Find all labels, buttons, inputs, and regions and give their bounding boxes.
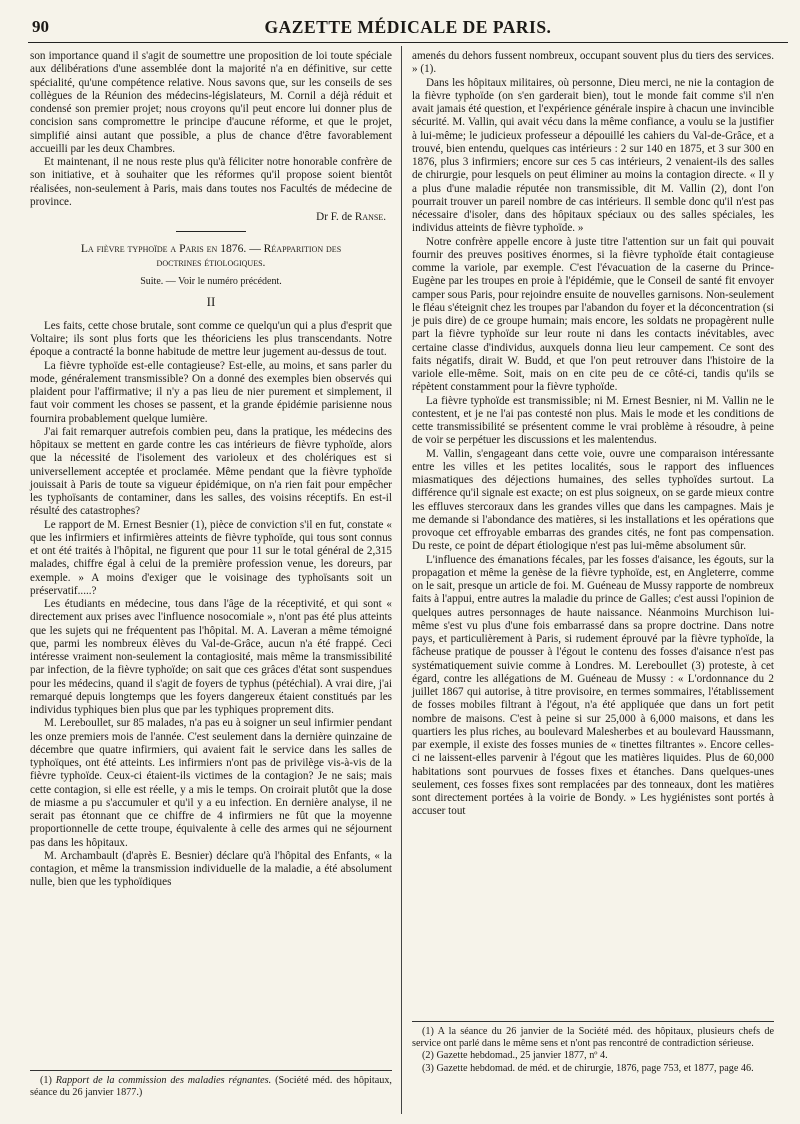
paragraph-left-body-1: La fièvre typhoïde est-elle contagieuse? Est-elle, au moins, et sans parler du mode, généralement transmissible? On a donné des exemples bien observés qui plaident pour l'affirmative; il n'y a pas lieu de nier purement et simplement, il faut voir comment les choses se passent, et la grande épidémie parisienne nous fournira probablement quelque lumière. [30, 359, 392, 425]
paragraph-left-body-4: Les étudiants en médecine, tous dans l'âge de la réceptivité, et qui sont « directement aux prises avec l'influence nosocomiale », n'ont pas été plus atteints que les sujets qui ne fréquentent pas l'hôpital. M. A. Laveran a même témoigné que, parmi les nombreux élèves du Val-de-Grâce, aucun n'a été frappé. Ceci intéresse vraiment non-seulement la contagiosité, mais même la transmissibilité par infection, de la fièvre typhoïde; on sait que ces grâces d'état sont suspendues pour les médecins, quand il s'agit de foyers de typhus (pétéchial). A vrai dire, j'ai remarqué depuis longtemps que les foyers dangereux étaient constitués par les individus typhiques bien plus que par les typhiques proprement dits. [30, 598, 392, 716]
footnote-mark: (1) [422, 1026, 438, 1037]
signature-prefix: Dr F. de [316, 211, 355, 223]
paragraph-right-3: La fièvre typhoïde est transmissible; ni M. Ernest Besnier, ni M. Vallin ne le contestent, et je ne l'ai pas contesté non plus. Mais le mode et les conditions de cette transmissibilité se présentent comme le vrai problème à résoudre, à peine de voir se perpétuer les discussions et les malentendus. [412, 394, 774, 447]
left-column [30, 50, 392, 1099]
paragraph-right-5: L'influence des émanations fécales, par les fosses d'aisance, les égouts, sur la propagation et même la genèse de la fièvre typhoïde, est, en Angleterre, comme on le sait, presque un article de foi. M. Guéneau de Mussy rapporte de nombreux faits à l'appui, entre autres la maladie du prince de Galles; c'est aussi l'opinion de quelques autres personnages de haute naissance. Néanmoins Murchison lui-même s'est vu plus d'une fois embarrassé dans sa propre doctrine. Dans notre pays, et particulièrement à Paris, si rudement éprouvé par la fièvre typhoïde, la fâcheuse pratique de pousser à l'égout le contenu des fosses d'aisance n'est pas systématiquement suivie comme à Londres. M. Lereboullet (3) proteste, à cet égard, contre les allégations de M. Guéneau de Mussy : « L'ordonnance du 2 juillet 1867 qui autorise, à titre provisoire, en termes sommaires, l'établissement de fosses mobiles filtrant à l'égout, n'a été appliquée que dans un fort petit nombre de maisons. C'est à peine si sur 25,000 à 6,000 maisons, et dans les quartiers les plus riches, au boulevard Malesherbes et au boulevard Haussmann, par exemple, il existe des fosses munies de « tinettes filtrantes ». Encore celles-ci ne laissent-elles parvenir à l'égout que les matières liquides. Plus de 60,000 habitations sont pourvues de fosses fixes et étanches. Dans quelques-unes seulement, ces fosses fixes sont remplacées par des tonneaux, dont les matières sont directement portées à la voirie de Bondy. » Les hygiénistes sont portés à accuser tout [412, 553, 774, 818]
article-title [34, 242, 388, 270]
article-title-line-1: La fièvre typhoïde a Paris en 1876. — Réapparition des [80, 242, 342, 256]
paragraph-left-body-0: Les faits, cette chose brutale, sont comme ce quelqu'un qui a plus d'esprit que Voltaire; ils sont plus forts que les théoriciens les plus transcendants. Notre époque a contracté la bonne habitude de mettre leur jugement au-dessus de tout. [30, 319, 392, 359]
paragraph-left-body-2: J'ai fait remarquer autrefois combien peu, dans la pratique, les médecins des hôpitaux se mettent en garde contre les cas intérieurs de fièvre typhoïde, alors que la nécessité de l'isolement des varioleux et des cholériques est si universellement acceptée et proclamée. Même pendant que la fièvre typhoïde jouissait à Paris de toute sa vigueur épidémique, on n'a rien fait pour empêcher les typhoïsants de contaminer, dans les salles, des voisins réceptifs. En est-il résulté des catastrophes? [30, 425, 392, 518]
paragraph-left-top-0: son importance quand il s'agit de soumettre une proposition de loi toute spéciale aux délibérations d'une assemblée dont la majorité n'a en définitive, sur cette spécialité, qu'une compétence relative. Nous savons que, sur les conseils de ses collègues de la Réunion des médecins-législateurs, M. Cornil a déjà réduit et condensé son premier projet; nous croyons qu'il peut encore lui donner plus de concision sans compromettre le principe d'aucune réforme, et que le projet, simplifié ainsi autant que possible, a plus de chance d'être favorablement accueilli par les deux Chambres. [30, 50, 392, 155]
paragraph-left-top-1: Et maintenant, il ne nous reste plus qu'à féliciter notre honorable confrère de son initiative, et à souhaiter que les réformes qu'il propose soient bientôt réalisées, non-seulement à Paris, mais dans toutes nos Facultés de médecine de province. [30, 156, 392, 208]
paragraph-left-body-6: M. Archambault (d'après E. Besnier) déclare qu'à l'hôpital des Enfants, « la contagion, et même la transmission individuelle de la maladie, a été absolument nulle, bien que les typhoïdiques [30, 849, 392, 889]
page-number: 90 [32, 17, 49, 36]
footnotes-left [30, 1070, 392, 1099]
signature-name: Ranse. [354, 211, 386, 223]
continuation-note: Suite. — Voir le numéro précédent. [140, 276, 282, 288]
footnote-text: Gazette hebdomad. de méd. et de chirurgie, 1876, page 753, et 1877, page 46. [436, 1062, 754, 1074]
right-column [412, 50, 774, 1074]
article-title-line-2: doctrines étiologiques. [156, 256, 266, 270]
article-separator [176, 231, 246, 232]
footnote-rest: (Société méd. des hôpitaux, séance du 26 janvier 1877.) [30, 1075, 392, 1099]
footnote-rule [412, 1021, 774, 1022]
footnote-source: Rapport de la commission des maladies régnantes. [55, 1075, 272, 1086]
journal-title: GAZETTE MÉDICALE DE PARIS. [264, 17, 552, 37]
paragraph-right-4: M. Vallin, s'engageant dans cette voie, ouvre une comparaison intéressante entre les villes et les petites localités, sous le rapport des influences miasmatiques des déjections humaines, des selles typhoïdes surtout. La différence qu'il signale est exacte; on est plus soigneux, on se garde mieux contre les effluves stercoraux dans les grandes villes que dans les campagnes. Mais je me demande si l'abondance des matières, si les installations et les opérations que provoque cet effroyable embarras des grandes cités, ne font pas compensation. Du reste, ce point de départ étiologique n'est pas lui-même absolument sûr. [412, 447, 774, 553]
column-divider [401, 46, 402, 1114]
footnote-text: Gazette hebdomad., 25 janvier 1877, nº 4. [436, 1050, 608, 1062]
footnote [412, 1026, 774, 1050]
page-header [28, 16, 788, 43]
paragraph-left-body-5: M. Lereboullet, sur 85 malades, n'a pas eu à soigner un seul infirmier pendant les onze premiers mois de l'année. C'est seulement dans la dernière quinzaine de décembre que quatre infirmiers, qui avaient fait le service dans les salles de typhoïques, ont été atteints. Les infirmiers n'ont pas de privilège vis-à-vis de la fièvre typhoïde. Ceux-ci étaient-ils victimes de la contagion? Je ne sais; mais cette contagion, si elle est réelle, y a mis le temps. On croirait plutôt que la dose de miasme a pu s'accumuler et qu'il y a eu infection. En dernière analyse, il ne serait pas étonnant que ce chiffre de 4 infirmiers ne fût que la moyenne proportionnelle de cette troupe, équivalente à celle des armes qui ne séjournent pas dans les hôpitaux. [30, 717, 392, 849]
footnote-mark: (3) [422, 1062, 437, 1074]
footnote-text: A la séance du 26 janvier de la Société méd. des hôpitaux, plusieurs chefs de service ont parlé dans le même sens et n'ont pas rencontré de contradiction sérieuse. [412, 1026, 774, 1050]
paragraph-right-2: Notre confrère appelle encore à juste titre l'attention sur un fait qui pouvait fournir des preuves positives énormes, si la fièvre typhoïde était contagieuse comme la variole, par exemple. C'est l'évacuation de la caserne du Prince-Eugène par les troupes en proie à l'épidémie, que le Conseil de santé fit envoyer camper sous Paris, pour rejoindre ensuite de nouvelles garnisons. Non-seulement le fléau s'éteignit chez les troupes par l'abandon du foyer et la déconcentration (si je puis dire) de ce groupe humain; mais encore, les soldats ne propagèrent nulle part la fièvre typhoïde sur leur route ni dans les contacts inévitables, avec certaine classe d'individus, auxquels donna lieu leur campement. Ce sont des faits négatifs, dirait W. Budd, et que l'on peut retrouver dans l'histoire de la variole elle-même. Soit, mais on en cite peu de ce côté-ci, tandis qu'ils se répètent constamment pour la fièvre typhoïde. [412, 235, 774, 394]
footnote-mark: (1) [40, 1075, 56, 1086]
paragraph-left-body-3: Le rapport de M. Ernest Besnier (1), pièce de conviction s'il en fut, constate « que les infirmiers et infirmières atteints de fièvre typhoïde, qui tous sont connus et ont été traités à l'hôpital, ne figurent que pour 11 sur le total général de 2,315 malades, chiffre égal à celui de la première profession venue, les doreurs, par exemple. » A moins d'exiger que le voisinage des typhoïsants soit un préservatif.....? [30, 518, 392, 597]
section-number: II [206, 293, 216, 309]
paragraph-right-0: amenés du dehors fussent nombreux, occupant souvent plus du tiers des services. » (1). [412, 50, 774, 76]
footnote-rule [30, 1070, 392, 1071]
footnote [412, 1050, 774, 1062]
footnotes-right [412, 1021, 774, 1075]
footnote [30, 1075, 392, 1099]
paragraph-right-1: Dans les hôpitaux militaires, où personne, Dieu merci, ne nie la contagion de la fièvre typhoïde (on s'en garderait bien), tout le monde fait comme s'il n'en avait jamais été question, et l'expérience générale inspire à chacun une invincible sécurité. M. Vallin, qui avait vécu dans la même confiance, a voulu se la justifier à lui-même; le judicieux professeur a dépouillé les cahiers du Val-de-Grâce, et a trouvé, bien entendu, quelques cas intérieurs : 2 sur 140 en 1875, et 3 sur 300 en 1876, plus 3 infirmiers; encore sur ces 5 cas intérieurs, 2 venaient-ils des salles de chirurgie, pour lesquels on peut éliminer au moins la contagion directe. « Il y a plus d'une maladie réputée non transmissible, dit M. Vallin (2), dont l'on pourrait trouver un pareil nombre de cas intérieurs. Il semble donc qu'il n'est pas nécessaire d'isoler, dans des hôpitaux spéciaux ou des salles spéciales, les individus atteints de fièvre typhoïde. » [412, 76, 774, 235]
author-signature [30, 211, 386, 224]
footnote [412, 1063, 774, 1075]
footnote-mark: (2) [422, 1050, 437, 1062]
